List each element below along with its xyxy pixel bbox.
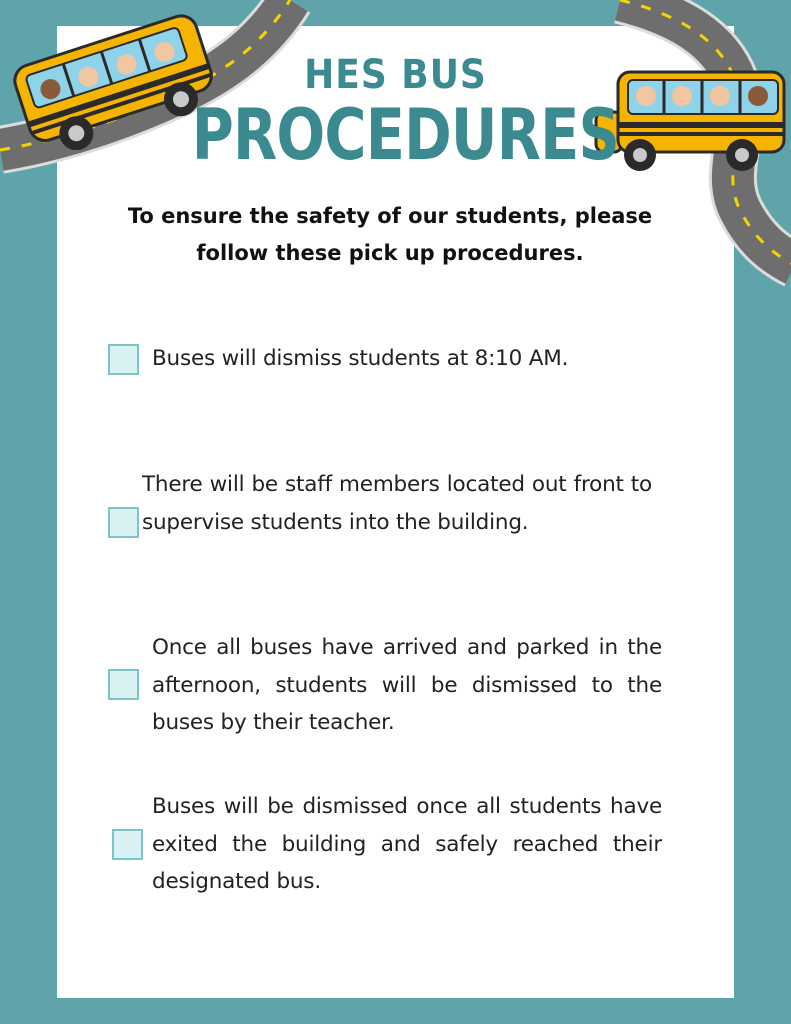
procedure-text: Buses will dismiss students at 8:10 AM. bbox=[152, 346, 569, 371]
title-line-1: HES BUS bbox=[304, 52, 487, 98]
procedure-text: Once all buses have arrived and parked in the afternoon, students will be dismissed to the buses by their teacher. bbox=[152, 635, 662, 735]
procedure-text: There will be staff members located out front to supervise students into the building. bbox=[142, 472, 652, 535]
checkbox-icon[interactable] bbox=[108, 669, 139, 700]
page-title: PROCEDURES bbox=[191, 94, 620, 176]
checkbox-icon[interactable] bbox=[108, 344, 139, 375]
procedure-text: Buses will be dismissed once all students have exited the building and safely reached their designated bus. bbox=[152, 794, 662, 894]
checkbox-icon[interactable] bbox=[112, 829, 143, 860]
checkbox-icon[interactable] bbox=[108, 507, 139, 538]
intro-text: To ensure the safety of our students, please follow these pick up procedures. bbox=[127, 204, 653, 265]
